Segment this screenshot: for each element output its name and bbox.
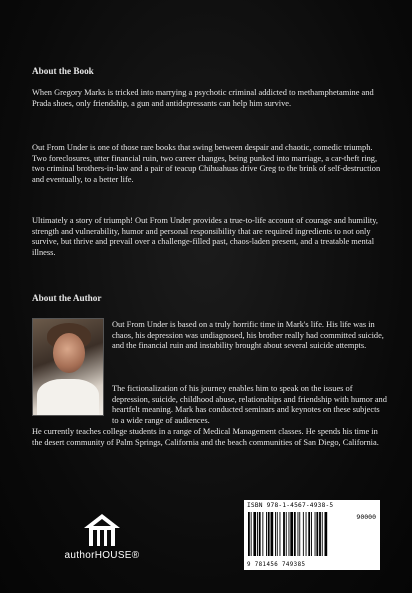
about-book-heading: About the Book (32, 66, 94, 76)
book-paragraph-1: When Gregory Marks is tricked into marrying a psychotic criminal addicted to methamphetamine and Prada shoes, only friendship, a gun and antidepressants can help him survive. (32, 88, 374, 108)
house-logo-icon (82, 512, 122, 548)
isbn-text: ISBN 978-1-4567-4938-5 (247, 502, 334, 509)
publisher-logo (62, 512, 142, 572)
barcode-bars (248, 512, 344, 558)
author-paragraph-2-continued: He currently teaches college students in a range of Medical Management classes. He spends his time in the desert community of Palm Springs, California and the beach communities of San Diego, California. (32, 427, 379, 447)
book-paragraph-2: Out From Under is one of those rare books that swing between despair and chaotic, comedic triumph. Two foreclosures, utter financial ruin, two career changes, being punked into marriage, a car-theft ring, two criminal brothers-in-law and a pair of teacup Chihuahuas drive Greg to the brink of self-destruction and eventually, to a better life. (32, 143, 381, 184)
barcode-digits: 9 781456 749385 (247, 562, 306, 568)
author-paragraph-1: Out From Under is based on a truly horrific time in Mark's life. His life was in chaos, his depression was undiagnosed, his brother really had committed suicide, and the financial ruin and instability brought about several suicide attempts. (112, 320, 384, 351)
publisher-name: authorHOUSE® (64, 550, 140, 561)
author-paragraph-2: The fictionalization of his journey enables him to speak on the issues of depression, suicide, childhood abuse, relationships and friendship with humor and heartfelt meaning. Mark has conducted seminars and keynotes on these subjects to a wide range of audiences. (112, 384, 387, 425)
book-paragraph-3: Ultimately a story of triumph! Out From Under provides a true-to-life account of courage and humility, strength and vulnerability, humor and personal responsibility that are required ingredients to not only survive, but thrive and prevail over a challenge-filled past, chaos-laden present, and a treatable mental illness. (32, 216, 378, 257)
isbn-barcode (244, 500, 380, 570)
price-code: 90000 (356, 513, 376, 521)
about-author-heading: About the Author (32, 293, 102, 303)
author-photo (32, 318, 104, 416)
